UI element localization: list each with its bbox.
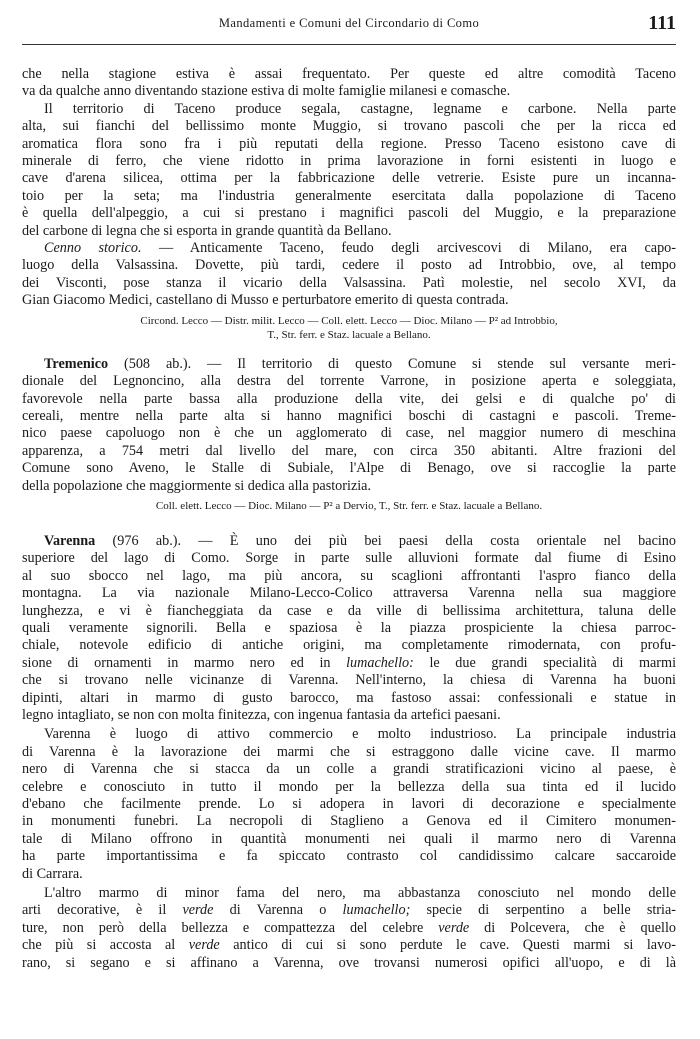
text-line: minerale di ferro, che viene ridotto in prima lavorazione in forni esistenti in luogo e [22, 153, 676, 170]
text-line: superiore del lago di Como. Sorge in parte sulle alluvioni formate dal fiume di Esino [22, 550, 676, 567]
text-run: antico di cui si sono perdute le cave. Questi marmi si lavo- [219, 937, 676, 954]
text-line: di Varenna è la lavorazione dei marmi che si estraggono dalle vicine cave. Il marmo [22, 743, 676, 760]
text-line [22, 937, 676, 954]
text-line [22, 655, 676, 672]
text-line [22, 240, 676, 257]
page-header [22, 12, 676, 38]
text-run: di Polcevera, che è quello [469, 919, 676, 936]
text-line: aromatica flora sono fra i più reputati della regione. Presso Taceno esistono cave di [22, 135, 676, 152]
entry-title-tremenico: Tremenico [44, 355, 109, 372]
text-line: in monumenti funebri. La necropoli di Staglieno a Genova ed il Cimitero monumen- [22, 813, 676, 830]
text-line: lunghezza, e vi è fiancheggiata da case e da ville di bellissima architettura, taluna delle [22, 602, 676, 619]
text-line: che nella stagione estiva è assai frequentato. Per queste ed altre comodità Taceno [22, 66, 676, 82]
admin-info-line: T., Str. ferr. e Staz. lacuale a Bellano. [267, 328, 431, 341]
text-run: (508 ab.). — Il territorio di questo Comune si stende sul versante meri- [108, 355, 676, 372]
header-rule [22, 44, 676, 45]
text-line [22, 356, 676, 373]
text-line: Gian Giacomo Medici, castellano di Musso e perturbatore emerito di questa contrada. [22, 292, 509, 309]
text-line: cave d'arena silicea, ottima per la fabbricazione delle vetrerie. Esiste pure un incanna- [22, 170, 676, 187]
entry-title-varenna: Varenna [44, 532, 96, 549]
text-line: favorevole nella parte bassa alla produzione della vite, dei gelsi e di qualche po' di [22, 390, 676, 407]
admin-info-line: Coll. elett. Lecco — Dioc. Milano — P² a Dervio, T., Str. ferr. e Staz. lacuale a Bellano. [155, 499, 543, 512]
italic-term: verde [182, 902, 214, 919]
text-line: Comune sono Aveno, le Stalle di Subiale, l'Alpe di Benago, ove si raccoglie la parte [22, 460, 676, 477]
text-line: d'ebano che facilmente prende. Lo si adopera in lavori di decorazione e specialmente [22, 796, 676, 813]
text-run: arti decorative, è il [22, 902, 183, 919]
italic-term: verde [188, 937, 220, 954]
text-line: Varenna è luogo di attivo commercio e molto industrioso. La principale industria [44, 726, 676, 743]
cenno-storico-label: Cenno storico. [44, 240, 142, 257]
text-line: legno intagliato, se non con molta finitezza, con ingenua fantasia da artefici paesani. [22, 707, 501, 723]
text-line: rano, si segano e si affinano a Varenna, ove trovansi numerosi opifici all'uopo, e di là [22, 954, 676, 971]
text-line: toio per la seta; ma l'industria generalmente esercitata dalla popolazione di Taceno [22, 187, 676, 204]
text-line: montagna. La via nazionale Milano-Lecco-Colico attraversa Varenna nella sua maggiore [22, 585, 676, 602]
text-line: della popolazione che maggiormente si dedica alla pastorizia. [22, 477, 372, 494]
text-line: nero di Varenna che si stacca da un colle a grandi stratificazioni vicino al paese, è [22, 761, 676, 778]
section-gap [22, 513, 676, 533]
page-number: 111 [648, 12, 676, 34]
text-line: al suo sbocco nel lago, ma più ancora, su scaglioni affrontanti l'aspro fianco della [22, 567, 676, 584]
italic-term: lumachello; [342, 902, 411, 919]
italic-term: verde [438, 919, 470, 936]
section-gap [22, 342, 676, 356]
text-line: nico paese capoluogo non è che un agglomerato di case, nel maggior numero di meschina [22, 425, 676, 442]
text-line: Il territorio di Taceno produce segala, castagne, legname e carbone. Nella parte [44, 100, 676, 117]
text-run: — Anticamente Taceno, feudo degli arcivescovi di Milano, era capo- [141, 240, 677, 257]
text-line: luogo della Valsassina. Dovette, più tardi, cedere il posto ad Introbbio, ove, al tempo [22, 257, 676, 274]
text-run: di Varenna o [213, 902, 343, 919]
running-head: Mandamenti e Comuni del Circondario di Como [218, 16, 480, 30]
text-line: del carbone di legna che si esporta in grande quantità da Bellano. [22, 222, 392, 239]
text-line [22, 902, 676, 919]
text-line: chiale, notevole edificio di antiche origini, ma completamente rimodernata, con profu- [22, 637, 676, 654]
text-line: cereali, mentre nella parte alta si hanno magnifici boschi di castagni e pascoli. Treme- [22, 407, 676, 424]
text-line [22, 920, 676, 937]
text-line: è quella dell'alpeggio, a cui si prestano i magnifici pascoli del Muggio, e la preparazione [22, 205, 676, 222]
text-line: che si trovano nelle vicinanze di Varenna. Nell'interno, la chiesa di Varenna ha buoni [22, 672, 676, 689]
admin-info-line: Circond. Lecco — Distr. milit. Lecco — Coll. elett. Lecco — Dioc. Milano — P² ad Introbbio, [140, 314, 558, 327]
text-line [22, 533, 676, 550]
text-line: celebre e conosciuto in tutto il mondo per la bellezza della sua tinta ed il lucido [22, 778, 676, 795]
italic-term: lumachello: [346, 654, 414, 671]
page-body [22, 66, 676, 972]
text-line: di Carrara. [22, 865, 83, 882]
text-run: le due grandi specialità di marmi [413, 654, 677, 671]
text-line: ha parte importantissima e fa spiccato contrasto col candidissimo calcare saccaroide [22, 848, 676, 865]
text-run: ture, non però della bellezza e compattezza del celebre [22, 919, 439, 936]
text-run: sione di ornamenti in marmo nero ed in [22, 654, 347, 671]
text-line: apparenza, a 754 metri dal livello del mare, con circa 350 abitanti. Altre frazioni del [22, 442, 676, 459]
text-run: specie di serpentino a belle stria- [410, 902, 676, 919]
text-line: tale di Milano offrono in quantità monumenti nei quali il marmo nero di Varenna [22, 830, 676, 847]
text-run: che più si accosta al [22, 937, 189, 954]
text-line: va da qualche anno diventando stazione estiva di molte famiglie milanesi e comasche. [22, 83, 511, 100]
text-line: dionale del Legnoncino, alla destra del torrente Varrone, in posizione aperta e soleggiata, [22, 373, 676, 390]
text-line: dei Visconti, pose stanza il vicario della Valsassina. Patì molestie, nel secolo XVI, da [22, 274, 676, 291]
text-line: L'altro marmo di minor fama del nero, ma abbastanza conosciuto nel mondo delle [44, 885, 676, 902]
text-line: dipinti, altari in marmo di gusto barocco, ma fastoso assai: confessionali e statue in [22, 689, 676, 706]
text-run: (976 ab.). — È uno dei più bei paesi della costa orientale nel bacino [95, 532, 676, 549]
text-line: quali veramente signorili. Bella e spaziosa è la piazza prospiciente la chiesa parroc- [22, 619, 676, 636]
text-line: alta, sui fianchi del bellissimo monte Muggio, si trovano pascoli che per la ricca ed [22, 118, 676, 135]
